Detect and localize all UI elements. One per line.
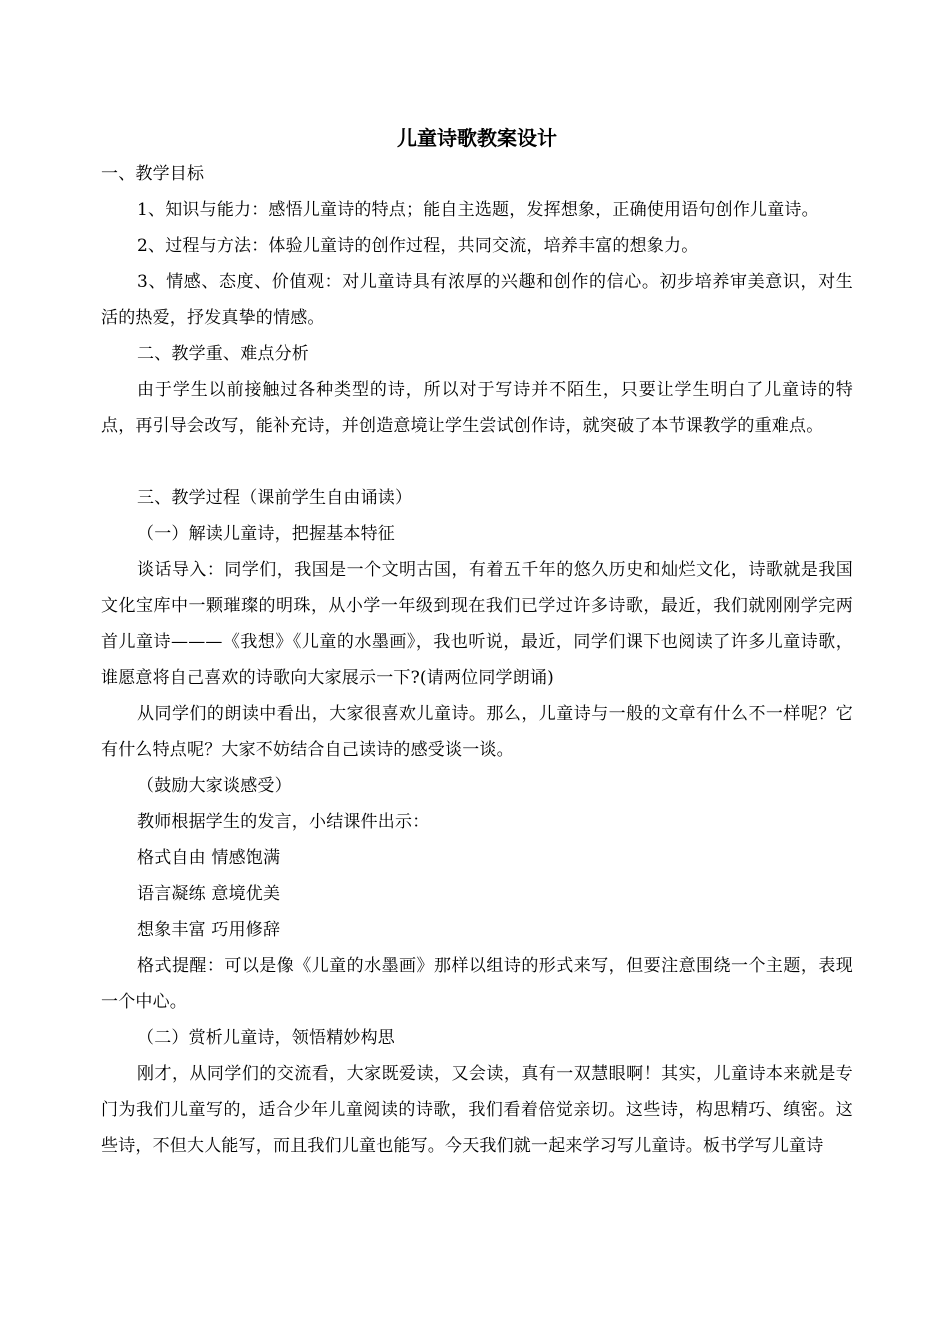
- section-heading-objectives: 一、教学目标: [101, 164, 205, 184]
- teacher-summary-intro: 教师根据学生的发言，小结课件出示：: [137, 812, 430, 832]
- key-points-paragraph: 由于学生以前接触过各种类型的诗，所以对于写诗并不陌生，只要让学生明白了儿童诗的特点，再引导会改写，能补充诗，并创造意境让学生尝试创作诗，就突破了本节课教学的重难点。: [101, 380, 853, 436]
- appreciate-paragraph: 刚才，从同学们的交流看，大家既爱读，又会读，真有一双慧眼啊！其实，儿童诗本来就是专门为我们儿童写的，适合少年儿童阅读的诗歌，我们看着倍觉亲切。这些诗，构思精巧、缜密。这些诗，不但大人能写，而且我们儿童也能写。今天我们就一起来学习写儿童诗。板书学写儿童诗: [101, 1064, 853, 1156]
- feature-line-2: 语言凝练 意境优美: [137, 884, 281, 904]
- feature-line-1: 格式自由 情感饱满: [137, 848, 281, 868]
- objective-knowledge: 1、知识与能力：感悟儿童诗的特点；能自主选题，发挥想象，正确使用语句创作儿童诗。: [137, 200, 819, 220]
- subheading-appreciate: （二）赏析儿童诗，领悟精妙构思: [137, 1028, 395, 1048]
- section-heading-key-points: 二、教学重、难点分析: [137, 344, 309, 364]
- document-title: 儿童诗歌教案设计: [397, 126, 557, 150]
- section-heading-process: 三、教学过程（课前学生自由诵读）: [137, 488, 413, 508]
- intro-talk-paragraph: 谈话导入：同学们，我国是一个文明古国，有着五千年的悠久历史和灿烂文化，诗歌就是我国文化宝库中一颗璀璨的明珠，从小学一年级到现在我们已学过许多诗歌，最近，我们就刚刚学完两首儿童诗———《我想》《儿童的水墨画》，我也听说，最近，同学们课下也阅读了许多儿童诗歌，谁愿意将自己喜欢的诗歌向大家展示一下?(请两位同学朗诵): [101, 560, 853, 688]
- objective-process: 2、过程与方法：体验儿童诗的创作过程，共同交流，培养丰富的想象力。: [137, 236, 699, 256]
- question-paragraph: 从同学们的朗读中看出，大家很喜欢儿童诗。那么，儿童诗与一般的文章有什么不一样呢？它有什么特点呢？大家不妨结合自己读诗的感受谈一谈。: [101, 704, 853, 760]
- blank-line: [101, 444, 853, 480]
- subheading-interpret: （一）解读儿童诗，把握基本特征: [137, 524, 395, 544]
- feature-line-3: 想象丰富 巧用修辞: [137, 920, 281, 940]
- objective-emotion: 3、情感、态度、价值观：对儿童诗具有浓厚的兴趣和创作的信心。初步培养审美意识，对生活的热爱，抒发真挚的情感。: [101, 272, 853, 328]
- encourage-note: （鼓励大家谈感受）: [137, 776, 292, 796]
- document-body: [101, 120, 853, 1164]
- format-reminder: 格式提醒：可以是像《儿童的水墨画》那样以组诗的形式来写，但要注意围绕一个主题，表现一个中心。: [101, 956, 853, 1012]
